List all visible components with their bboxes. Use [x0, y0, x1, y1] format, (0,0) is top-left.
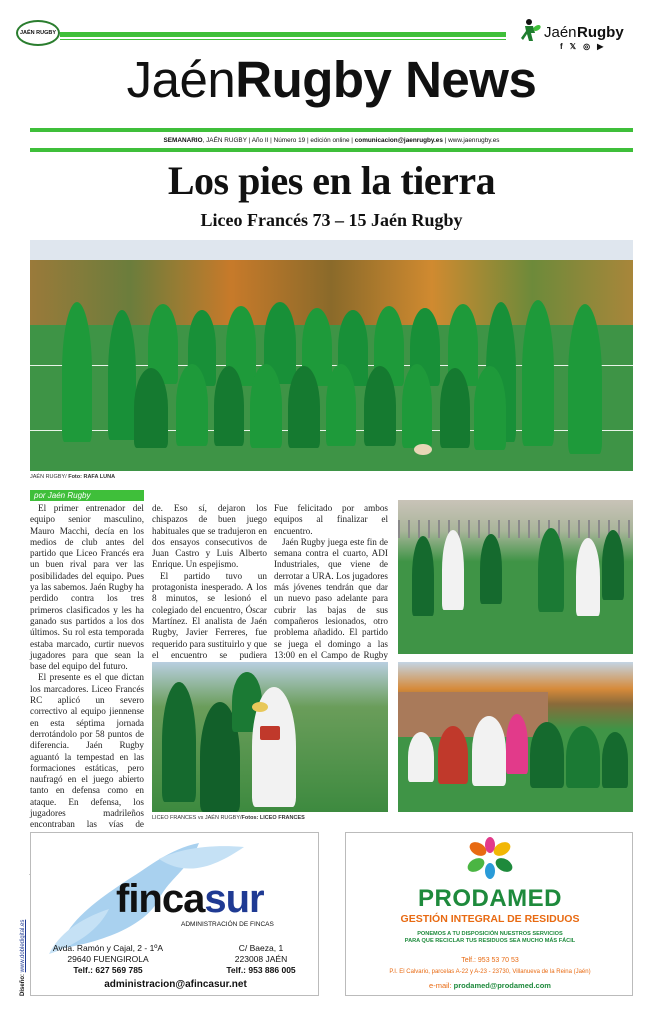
player — [480, 534, 502, 604]
player — [412, 536, 434, 616]
referee — [506, 714, 528, 774]
masthead-subline — [0, 137, 663, 144]
player — [602, 732, 628, 788]
player — [214, 366, 244, 446]
paragraph: de. Eso sí, dejaron los chispazos de buen juego habituales que se tradujeron en dos ensayos consecutivos de Juan Castro y Luis Alberto Enrique. Un espejismo. — [152, 503, 267, 570]
player — [530, 722, 564, 788]
player — [176, 364, 208, 446]
player — [108, 310, 136, 440]
player — [364, 366, 396, 446]
prodamed-email[interactable]: prodamed@prodamed.com — [453, 981, 551, 990]
bottom-photo-credit: LICEO FRANCES vs JAÉN RUGBY/Fotos: LICEO FRANCES — [152, 815, 305, 821]
paragraph: Fue felicitado por ambos equipos al finalizar el encuentro. — [274, 503, 388, 536]
badge-label: JAÉN RUGBY — [19, 30, 57, 36]
prodamed-ad[interactable] — [345, 832, 633, 996]
player — [402, 364, 432, 448]
prodamed-phone: Telf.: 953 53 70 53 — [461, 957, 519, 964]
newspaper-title — [0, 50, 663, 110]
title-bold: Rugby News — [235, 51, 537, 108]
title-light: Jaén — [126, 51, 236, 108]
brand-name-bold: Rugby — [577, 24, 624, 41]
player — [602, 530, 624, 600]
prodamed-slogan-2: PARA QUE RECICLAR TUS RESIDUOS SEA MUCHO MÁS FÁCIL — [404, 938, 576, 944]
prodamed-name: PRODAMED — [417, 885, 562, 912]
subline-suffix[interactable]: | www.jaenrugby.es — [442, 137, 500, 144]
prodamed-email-line: e-mail: prodamed@prodamed.com — [429, 981, 551, 990]
player — [522, 300, 554, 446]
player — [442, 530, 464, 610]
subline-mid: , JAÉN RUGBY | Año II | Número 19 | edición online | — [202, 137, 355, 144]
match-photo-tackle — [152, 662, 388, 812]
player — [408, 732, 434, 782]
youtube-icon[interactable]: ▶ — [597, 42, 604, 51]
paragraph: El primer entrenador del equipo senior masculino, Mauro Macchi, decía en los medios de club antes del partido que Liceo Francés era un buen rival para ver las posibilidades del equipo. Pues ya las sabemos. Jaén Rugby ha perdido contra los tres primeros clasificados y les ha ganado sus partidos a los dos últimos. Su rol esta temporada estaba marcado, curtir nuevos jugadores para que sean la base del equipo del futuro. — [30, 503, 144, 672]
prodamed-tagline: GESTIÓN INTEGRAL DE RESIDUOS — [400, 913, 580, 925]
subline-rule — [30, 148, 633, 152]
main-photo-credit: JAÉN RUGBY/ Foto: RAFA LUNA — [30, 474, 116, 480]
team-photo — [30, 240, 633, 471]
player — [440, 368, 470, 448]
subline-email[interactable]: comunicacion@jaenrugby.es — [354, 137, 443, 144]
player — [288, 366, 320, 448]
fincasur-logo: fincasur — [116, 877, 264, 921]
fincasur-address-left: Avda. Ramón y Cajal, 2 - 1ºA 29640 FUENGIROLA Telf.: 627 569 785 — [52, 943, 164, 975]
prodamed-flower-icon — [460, 837, 520, 881]
design-credit-link[interactable]: www.dobledigital.es — [20, 919, 26, 973]
player — [438, 726, 468, 784]
top-rule — [60, 32, 506, 37]
jaen-rugby-badge — [16, 20, 60, 46]
rugby-ball — [252, 702, 268, 712]
instagram-icon[interactable]: ◎ — [583, 42, 591, 51]
player — [474, 366, 506, 450]
player — [62, 302, 92, 442]
player — [576, 538, 600, 616]
match-photo-run — [398, 500, 633, 654]
fincasur-tagline: ADMINISTRACIÓN DE FINCAS — [181, 921, 274, 928]
paragraph: El presente es el que dictan los marcadores. Liceo Francés RC aplicó un severo correctivo al equipo jiennense en esta séptima jornada derrotándolo por 58 puntos de diferencia. Jaén Rugby aguantó la tempestad en las formaciones estáticas, pero naufragó en el juego abierto tanto en defensa como en ataque. En defensa, los jugadores madrileños encontraban las vías de — [30, 672, 144, 830]
article-subheadline: Liceo Francés 73 – 15 Jaén Rugby — [200, 210, 463, 230]
article-headline: Los pies en la tierra — [167, 158, 496, 203]
prodamed-address: P.I. El Calvario, parcelas A-22 y A-23 - 23730, Villanueva de la Reina (Jaén) — [389, 969, 591, 975]
top-rule-thin — [60, 39, 506, 40]
fincasur-ad[interactable] — [30, 832, 319, 996]
x-icon[interactable]: 𝕏 — [569, 42, 577, 51]
byline: por Jaén Rugby — [30, 490, 144, 501]
subline-prefix: SEMANARIO — [163, 137, 203, 144]
paragraph: Jaén Rugby juega este fin de semana contra el cuarto, ADI Industriales, que viene de derrotar a URA. Los jugadores más jóvenes tendrán que dar un nuevo paso adelante para cubrir las bajas de sus compañeros lesionados, otro problema añadido. El partido se juega el domingo a las 13:00 en el Campo de Rugby — [274, 536, 388, 660]
player — [566, 726, 600, 788]
rugby-player-icon — [520, 18, 542, 42]
player — [568, 304, 602, 454]
fincasur-address-right: C/ Baeza, 1 223008 JAÉN Telf.: 953 886 005 — [226, 943, 296, 975]
design-credit: Diseño: www.dobledigital.es — [20, 919, 26, 996]
fincasur-email[interactable]: administracion@afincasur.net — [104, 979, 247, 990]
player — [538, 528, 564, 612]
facebook-icon[interactable]: f — [560, 42, 563, 51]
paragraph: El partido tuvo un protagonista inesperado. A los 8 minutos, se lesionó el colegiado del encuentro, Óscar Martínez. El analista de Jaén Rugby, Javier Ferreres, fue requerido para sustituirlo y que el encuentro se pudiera — [152, 570, 267, 660]
fence — [398, 520, 633, 538]
player — [134, 368, 168, 448]
player — [162, 682, 196, 802]
player — [472, 716, 506, 786]
player — [250, 364, 282, 448]
masthead-rule — [30, 128, 633, 132]
player-stripe — [260, 726, 280, 740]
prodamed-slogan-1: PONEMOS A TU DISPOSICIÓN NUESTROS SERVICIOS — [417, 931, 563, 937]
brand-name-light: Jaén — [544, 24, 577, 41]
player — [326, 364, 356, 446]
rugby-ball — [414, 444, 432, 455]
match-photo-ruck — [398, 662, 633, 812]
